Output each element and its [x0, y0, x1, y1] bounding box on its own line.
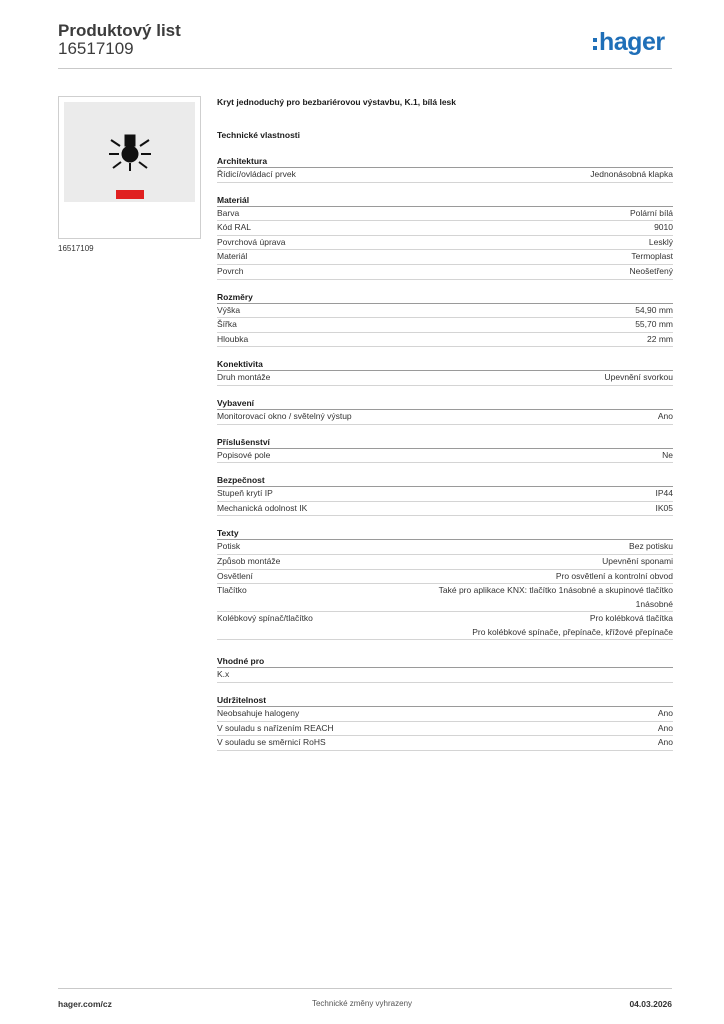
spec-key: Šířka: [217, 319, 237, 330]
spec-key: Popisové pole: [217, 449, 271, 460]
section-title: Texty: [217, 528, 673, 540]
spec-key: Řídicí/ovládací prvek: [217, 169, 296, 179]
spec-content: [217, 97, 673, 751]
spec-key: Barva: [217, 207, 240, 218]
footer-website[interactable]: hager.com/cz: [58, 999, 112, 1009]
spec-value: 9010: [654, 222, 673, 233]
image-caption: 16517109: [58, 244, 94, 253]
section-title: Vhodné pro: [217, 656, 673, 668]
section-title: Udržitelnost: [217, 695, 673, 707]
spec-value: Také pro aplikace KNX: tlačítko 1násobné a skupinové tlačítko 1násobné: [438, 585, 673, 609]
spec-row: [217, 207, 673, 222]
spec-value: Pro osvětlení a kontrolní obvod: [555, 570, 673, 581]
spec-row: [217, 555, 673, 570]
product-title: Kryt jednoduchý pro bezbariérovou výstavbu, K.1, bílá lesk: [217, 97, 457, 107]
spec-row: [217, 668, 673, 683]
spec-row: [217, 570, 673, 585]
spec-row: [217, 371, 673, 386]
spec-key: Způsob montáže: [217, 555, 281, 566]
spec-key: Stupeň krytí IP: [217, 488, 273, 499]
spec-value: 55,70 mm: [635, 319, 673, 330]
spec-row: [217, 449, 673, 464]
spec-value: Bez potisku: [629, 541, 673, 552]
footer-disclaimer: Technické změny vyhrazeny: [311, 999, 413, 1008]
spec-row: [217, 540, 673, 555]
spec-key: Potisk: [217, 541, 241, 552]
tech-heading: Technické vlastnosti: [217, 130, 300, 140]
spec-value: Ano: [657, 737, 673, 748]
spec-row: [217, 168, 673, 183]
spec-row: [217, 250, 673, 265]
spec-key: Výška: [217, 304, 241, 315]
spec-value: Jednonásobná klapka: [590, 169, 673, 179]
spec-key: Kolébkový spínač/tlačítko: [217, 613, 313, 624]
spec-key: Tlačítko: [217, 585, 247, 596]
spec-row: [217, 318, 673, 333]
spec-key: K.x: [217, 669, 230, 680]
spec-row: [217, 487, 673, 502]
product-photo-icon: [64, 102, 195, 202]
spec-key: Osvětlení: [217, 570, 253, 581]
spec-value: Lesklý: [648, 236, 673, 247]
spec-key: Kód RAL: [217, 222, 252, 233]
hager-logo: [593, 27, 665, 57]
section-title: Konektivita: [217, 359, 673, 371]
spec-key: Povrchová úprava: [217, 236, 286, 247]
section-title: Bezpečnost: [217, 475, 673, 487]
spec-value: Ano: [657, 410, 673, 421]
spec-row: [217, 333, 673, 348]
spec-value: Upevnění sponami: [602, 555, 673, 566]
spec-value: 22 mm: [647, 333, 673, 344]
product-image: [64, 102, 195, 202]
footer-divider: [58, 988, 672, 989]
spec-key: Neobsahuje halogeny: [217, 708, 300, 719]
spec-key: V souladu s nařízením REACH: [217, 722, 334, 733]
spec-row: [217, 221, 673, 236]
spec-value: Neošetřený: [629, 265, 673, 276]
logo-text: hager: [599, 28, 665, 56]
spec-row: [217, 265, 673, 280]
spec-row: [217, 707, 673, 722]
spec-key: Povrch: [217, 265, 244, 276]
header-divider: [58, 68, 672, 69]
product-number: 16517109: [58, 39, 134, 58]
spec-row: [217, 736, 673, 751]
footer-date: 04.03.2026: [629, 999, 672, 1009]
spec-key: Monitorovací okno / světelný výstup: [217, 410, 352, 421]
spec-value: Ano: [657, 722, 673, 733]
spec-value: Polární bílá: [630, 207, 673, 218]
spec-sections: [217, 141, 673, 751]
spec-key: V souladu se směrnicí RoHS: [217, 737, 326, 748]
spec-value: Ne: [662, 449, 673, 460]
spec-value: Termoplast: [631, 251, 673, 262]
spec-value: 54,90 mm: [635, 304, 673, 315]
section-title: Příslušenství: [217, 437, 673, 449]
spec-value: Pro kolébková tlačítka Pro kolébkové spínače, přepínače, křížové přepínače: [472, 613, 673, 637]
spec-row: [217, 236, 673, 251]
section-title: Vybavení: [217, 398, 673, 410]
spec-value: IP44: [655, 488, 673, 499]
product-image-frame: [58, 96, 201, 239]
spec-row: [217, 304, 673, 319]
spec-value: Ano: [657, 708, 673, 719]
spec-row: [217, 502, 673, 517]
section-title: Rozměry: [217, 292, 673, 304]
spec-row: [217, 584, 673, 612]
spec-key: Mechanická odolnost IK: [217, 502, 308, 513]
spec-row: [217, 410, 673, 425]
spec-key: Druh montáže: [217, 372, 271, 383]
section-title: Materiál: [217, 195, 673, 207]
page-title: Produktový list: [58, 21, 181, 40]
logo-dots-icon: [593, 38, 597, 50]
spec-key: Materiál: [217, 251, 248, 262]
spec-key: Hloubka: [217, 333, 249, 344]
section-title: Architektura: [217, 156, 673, 168]
spec-row: [217, 722, 673, 737]
spec-value: Upevnění svorkou: [604, 372, 673, 383]
spec-value: IK05: [655, 502, 673, 513]
spec-row: [217, 612, 673, 640]
